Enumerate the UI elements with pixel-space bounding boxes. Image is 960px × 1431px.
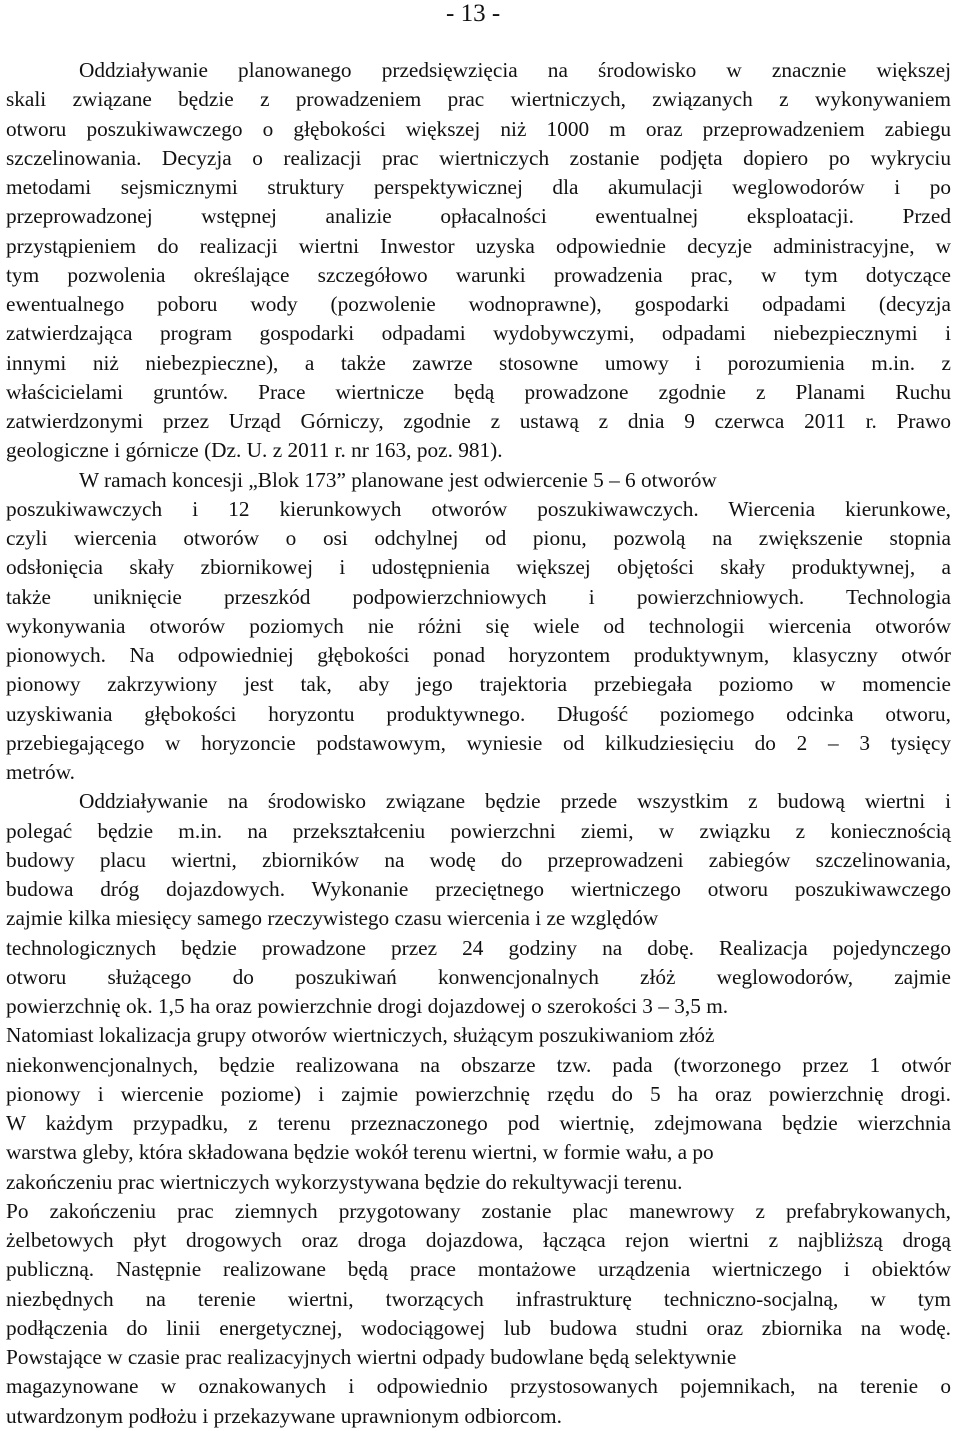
text-line: powierzchnię ok. 1,5 ha oraz powierzchnie drogi dojazdowej o szerokości 3 – 3,5 m. (6, 994, 729, 1018)
text-line: metodami sejsmicznymi struktury perspektywicznej dla akumulacji weglowodorów i po (6, 175, 951, 199)
text-line: pionowy zakrzywiony jest tak, aby jego trajektoria przebiegała poziomo w momencie (6, 672, 951, 697)
text-line: Oddziaływanie na środowisko związane będzie przede wszystkim z budową wiertni i (79, 789, 951, 814)
body-text (6, 56, 951, 1431)
text-line: skali związane będzie z prowadzeniem prac wiertniczych, związanych z wykonywaniem (6, 87, 951, 112)
text-line: czyli wiercenia otworów o osi odchylnej od pionu, pozwolą na zwiększenie stopnia (6, 526, 951, 550)
text-line: pionowych. Na odpowiedniej głębokości ponad horyzontem produktywnym, klasyczny otwór (6, 643, 951, 667)
text-line: także uniknięcie przeszkód podpowierzchniowych i powierzchniowych. Technologia (6, 584, 951, 609)
text-line: Natomiast lokalizacja grupy otworów wiertniczych, służącym poszukiwaniom złóż (6, 1023, 715, 1048)
text-line: przebiegającego w horyzoncie podstawowym, wyniesie od kilkudziesięciu do 2 – 3 tysięcy (6, 730, 951, 755)
text-line: polegać będzie m.in. na przekształceniu powierzchni ziemi, w związku z koniecznością (6, 818, 951, 843)
text-line: zakończeniu prac wiertniczych wykorzystywana będzie do rekultywacji terenu. (6, 1169, 683, 1194)
text-line: Oddziaływanie planowanego przedsięwzięcia na środowisko w znacznie większej (79, 58, 951, 82)
text-line: zatwierdzająca program gospodarki odpadami wydobywczymi, odpadami niebezpiecznymi i (6, 321, 951, 346)
text-line: zatwierdzonymi przez Urząd Górniczy, zgodnie z ustawą z dnia 9 czerwca 2011 r. Prawo (6, 409, 951, 433)
text-line: właścicielami gruntów. Prace wiertnicze będą prowadzone zgodnie z Planami Ruchu (6, 379, 951, 404)
text-line: przystąpieniem do realizacji wiertni Inwestor uzyska odpowiednie decyzje administracyjne, w (6, 233, 951, 258)
text-line: budowy placu wiertni, zbiorników na wodę do przeprowadzeni zabiegów szczelinowania, (6, 847, 951, 872)
text-line: tym pozwolenia określające szczegółowo warunki prowadzenia prac, w tym dotyczące (6, 262, 951, 287)
text-line: zajmie kilka miesięcy samego rzeczywistego czasu wiercenia i ze względów (6, 906, 659, 931)
text-line: innymi niż niebezpieczne), a także zawrze stosowne umowy i porozumienia m.in. z (6, 350, 951, 375)
text-line: magazynowane w oznakowanych i odpowiednio przystosowanych pojemnikach, na terenie o (6, 1374, 951, 1399)
text-line: pionowy i wiercenie poziome) i zajmie powierzchnię rzędu do 5 ha oraz powierzchnię drogi. (6, 1081, 951, 1106)
text-line: przeprowadzonej wstępnej analizie opłacalności ewentualnej eksploatacji. Przed (6, 204, 951, 229)
text-line: żelbetowych płyt drogowych oraz droga dojazdowa, łącząca rejon wiertni z najbliższą drogą (6, 1228, 951, 1252)
text-line: niezbędnych na terenie wiertni, tworzących infrastrukturę techniczno-socjalną, w tym (6, 1286, 951, 1311)
text-line: metrów. (6, 760, 75, 784)
text-line: poszukiwawczych i 12 kierunkowych otworów poszukiwawczych. Wiercenia kierunkowe, (6, 496, 951, 521)
text-line: podłączenia do linii energetycznej, wodociągowej lub budowa studni oraz zbiornika na wodę. (6, 1315, 951, 1340)
text-line: W każdym przypadku, z terenu przeznaczonego pod wiertnię, zdejmowana będzie wierzchnia (6, 1111, 951, 1135)
text-line: budowa dróg dojazdowych. Wykonanie przeciętnego wiertniczego otworu poszukiwawczego (6, 877, 951, 901)
text-line: publiczną. Następnie realizowane będą prace montażowe urządzenia wiertniczego i obiektów (6, 1257, 951, 1282)
text-line: wykonywania otworów poziomych nie różni się wiele od technologii wiercenia otworów (6, 613, 951, 638)
text-line: geologiczne i górnicze (Dz. U. z 2011 r. nr 163, poz. 981). (6, 438, 503, 463)
text-line: niekonwencjonalnych, będzie realizowana na obszarze tzw. pada (tworzonego przez 1 otwór (6, 1052, 951, 1077)
text-line: technologicznych będzie prowadzone przez 24 godziny na dobę. Realizacja pojedynczego (6, 935, 951, 960)
text-line: otworu służącego do poszukiwań konwencjonalnych złóż weglowodorów, zajmie (6, 964, 951, 989)
text-line: odsłonięcia skały zbiornikowej i udostępnienia większej objętości skały produktywnej, a (6, 555, 951, 580)
text-line: Po zakończeniu prac ziemnych przygotowany zostanie plac manewrowy z prefabrykowanych, (6, 1198, 951, 1223)
text-line: uzyskiwania głębokości horyzontu produktywnego. Długość poziomego odcinka otworu, (6, 701, 951, 726)
text-line: szczelinowania. Decyzja o realizacji prac wiertniczych zostanie podjęta dopiero po wykryciu (6, 145, 951, 170)
text-line: W ramach koncesji „Blok 173” planowane jest odwiercenie 5 – 6 otworów (79, 467, 717, 492)
text-line: ewentualnego poboru wody (pozwolenie wodnoprawne), gospodarki odpadami (decyzja (6, 292, 951, 316)
text-line: warstwa gleby, która składowana będzie wokół terenu wiertni, w formie wału, a po (6, 1140, 714, 1165)
page-number: - 13 - (446, 0, 501, 27)
text-line: utwardzonym podłożu i przekazywane uprawnionym odbiorcom. (6, 1403, 562, 1428)
text-line: Powstające w czasie prac realizacyjnych wiertni odpady budowlane będą selektywnie (6, 1345, 737, 1369)
text-line: otworu poszukiwawczego o głębokości większej niż 1000 m oraz przeprowadzeniem zabiegu (6, 116, 951, 141)
